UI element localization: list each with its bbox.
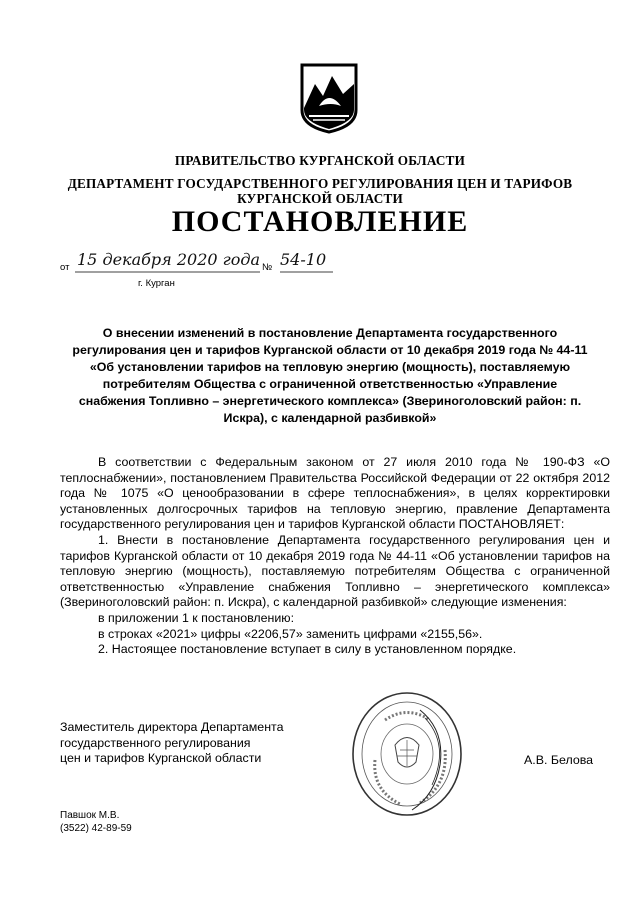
position-line-3: цен и тарифов Курганской области <box>60 751 262 766</box>
city-label: г. Курган <box>138 278 175 289</box>
coat-of-arms-icon <box>299 62 359 134</box>
signatory-name: А.В. Белова <box>524 753 594 767</box>
date-prefix-label: от <box>60 262 70 273</box>
document-date: 15 декабря 2020 года <box>77 250 261 269</box>
document-subject: О внесении изменений в постановление Департамента государственного регулирования цен и тарифов Курганской области от 10 декабря 2019 года № 44-11 «Об установлении тарифов на тепловую энергию (мощность), поставляемую потребителям Общества с ограниченной ответственностью «Управление снабжения Топливно – энергетического комплекса» (Звериноголовский район: п. Искра), с календарной разбивкой» <box>72 326 588 425</box>
number-label: № <box>262 262 273 273</box>
department-name <box>0 176 640 206</box>
preamble-paragraph: В соответствии с Федеральным законом от 27 июля 2010 года № 190-ФЗ «О теплоснабжении», постановлением Правительства Российской Федерации от 22 октября 2012 года № 1075 «О ценообразовании в сфере теплоснабжения», в целях корректировки установленных долгосрочных тарифов на тепловую энергию, правление Департамента государственного регулирования цен и тарифов Курганской области ПОСТАНОВЛЯЕТ: <box>60 455 610 532</box>
signatory-position <box>60 720 283 767</box>
position-line-2: государственного регулирования <box>60 735 251 750</box>
item-1-subparagraph-b: в строках «2021» цифры «2206,57» заменить цифрами «2155,56». <box>98 626 483 641</box>
executor-info <box>60 809 132 835</box>
item-1-paragraph: 1. Внести в постановление Департамента государственного регулирования цен и тарифов Курганской области от 10 декабря 2019 года № 44-11 «Об установлении тарифов на тепловую энергию (мощность), поставляемую потребителям Общества с ограниченной ответственностью «Управление снабжения Топливно – энергетического комплекса» (Звериноголовский район: п. Искра), с календарной разбивкой» следующие изменения: <box>60 532 610 610</box>
executor-phone: (3522) 42-89-59 <box>60 823 132 834</box>
item-2-paragraph: 2. Настоящее постановление вступает в силу в установленном порядке. <box>98 642 517 657</box>
document-number: 54-10 <box>280 250 327 269</box>
department-line-2: КУРГАНСКОЙ ОБЛАСТИ <box>237 191 403 206</box>
document-type-title: ПОСТАНОВЛЕНИЕ <box>171 205 469 238</box>
document-body <box>60 455 610 658</box>
item-1-subparagraph-a: в приложении 1 к постановлению: <box>98 610 295 625</box>
official-stamp <box>350 690 465 818</box>
date-underline <box>75 271 335 274</box>
executor-name: Павшок М.В. <box>60 810 120 821</box>
department-line-1: ДЕПАРТАМЕНТ ГОСУДАРСТВЕННОГО РЕГУЛИРОВАНИЯ ЦЕН И ТАРИФОВ <box>67 176 573 191</box>
government-name: ПРАВИТЕЛЬСТВО КУРГАНСКОЙ ОБЛАСТИ <box>174 153 466 168</box>
position-line-1: Заместитель директора Департамента <box>60 720 284 734</box>
